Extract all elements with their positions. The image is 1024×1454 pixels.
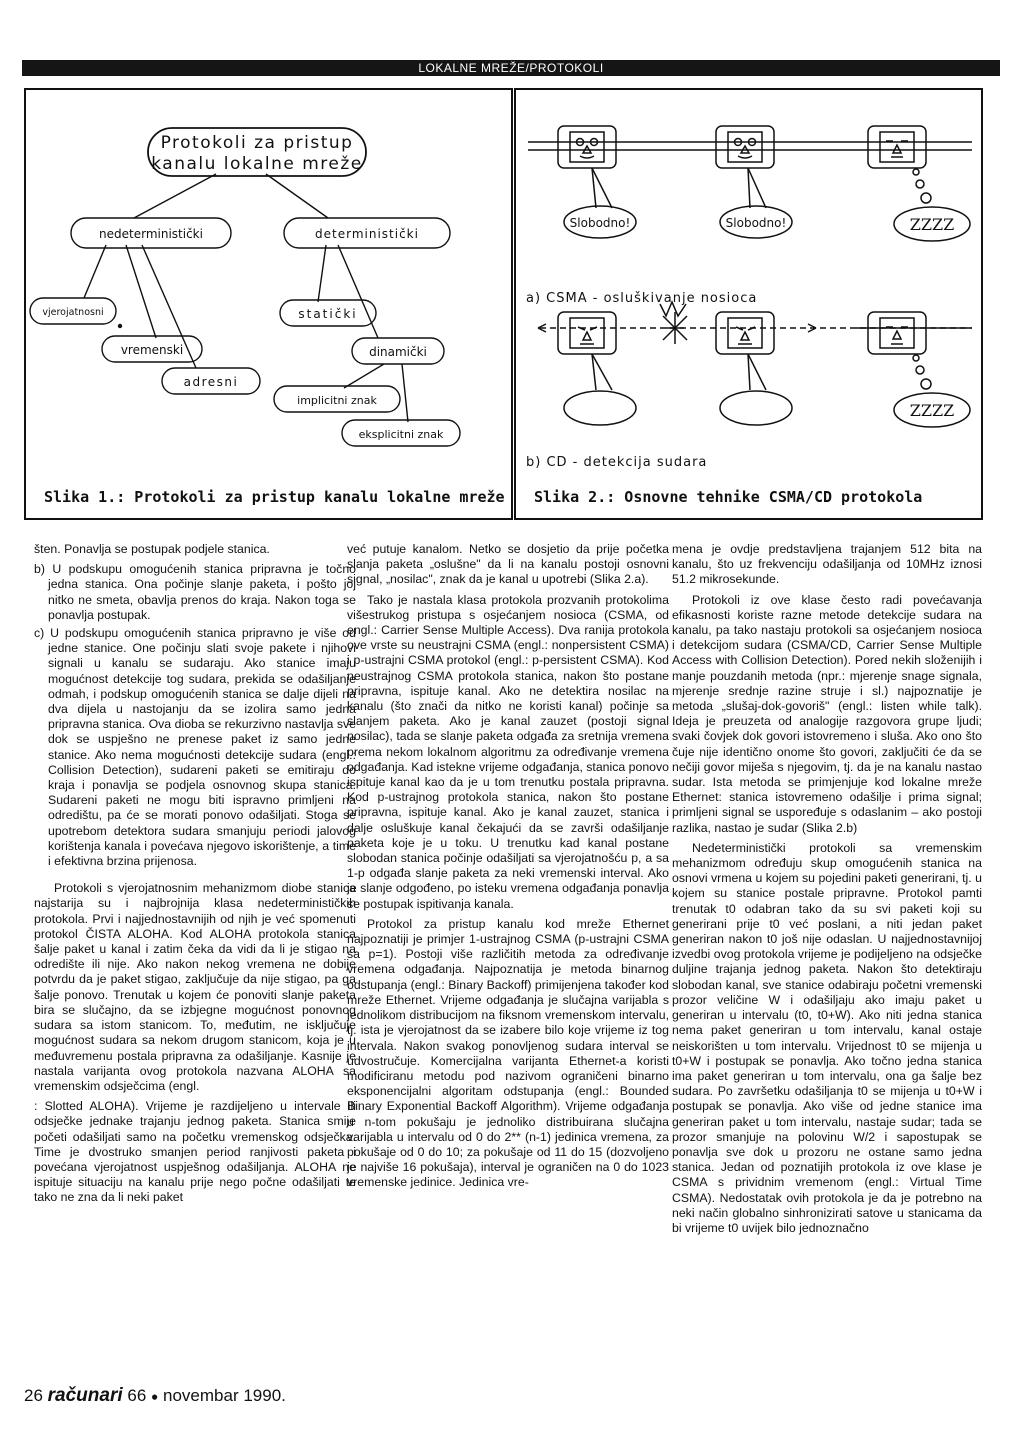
text-column-3	[672, 542, 982, 1241]
page-footer	[24, 1385, 286, 1407]
figure-2-diagram	[516, 90, 981, 518]
paragraph: : Slotted ALOHA). Vrijeme je razdijeljeno u intervale ili odsječke jednake trajanju jednog paketa. Stanica smije početi odašiljati samo na početku vremenskog odsječka. Time je dvostruko smanjen period ranjivosti paketa i povećana vjerojatnost uspješnog odašiljanja. ALOHA ne ispituje situaciju na kanalu prije nego počne odašiljati te tako ne zna da li neki paket	[34, 1099, 356, 1205]
collision-burst	[660, 302, 687, 344]
bubble-free-2-text: Slobodno!	[725, 216, 787, 230]
figure-1-caption: Slika 1.: Protokoli za pristup kanalu lokalne mreže	[44, 488, 505, 506]
text-column-1	[34, 542, 356, 1211]
magazine-logo: računari	[47, 1385, 123, 1406]
figure-1-diagram	[26, 90, 511, 518]
figure-2-csma-cd	[514, 88, 983, 520]
label-static: statički	[298, 307, 358, 321]
edge-dynamic-explicit	[402, 364, 408, 422]
edge-root-nondet	[134, 174, 216, 218]
nose	[893, 145, 901, 153]
thought-dot	[913, 169, 919, 175]
nose	[583, 332, 591, 340]
bubble-tail	[748, 168, 766, 208]
edge-det-dynamic	[338, 245, 378, 338]
root-line-1: Protokoli za pristup	[160, 133, 354, 153]
paragraph: Nedeterministički protokoli sa vremenskim mehanizmom određuju skup omogućenih stanica na osnovi vrmena u kojem su pojedini paketi generirani, tj. u kojem su stanice postale pripravne. Protokol pamti trenutak t0 odabran tako da su svi paketi koji su generirani prije t0 već poslani, a niti jedan paket generiran nakon t0 još nije odaslan. U najjednostavnijoj izvedbi ovog protokola vrijeme je podijeljeno na odsječke duljine trajanja jednog paketa. Nakon što detektiraju slobodan kanal, sve stanice odabiraju početni vremenski prozor veličine W i odašiljaju ako imaju paket u generiran u intervalu (t0, t0+W). Ako niti jedna stanica nema paket generiran u tom intervalu, kanal ostaje neiskorišten u tom intervalu. Vrijednost t0 se mijenja u t0+W i postupak se ponavlja. Ako točno jedna stanica ima paket generiran u tom intervalu, ona ga šalje bez sudara. Po završetku odašiljanja t0 se mijenja u t0+W i postupak se ponavlja. Ako više od jedne stanice ima generiran paket u tom intervalu, nastaje sudar; tada se prozor smanjuje na polovinu W/2 i sapostupak se ponavlja sve dok u prozoru ne ostane samo jedna stanica. Jedan od poznatijih protokola iz ove klase je CSMA s prividnim vremenom (engl.: Virtual Time CSMA). Nedostatak ovih protokola je da je potrebno na neki način globalno sinhronizirati satove u stanicama da bi vrijeme t0 uvijek bilo jednoznačno	[672, 840, 982, 1235]
label-explicit: eksplicitni znak	[358, 428, 444, 441]
dot-mark	[118, 324, 122, 328]
section-title: LOKALNE MREŽE/PROTOKOLI	[418, 61, 604, 75]
bullet-icon: ●	[151, 1389, 159, 1404]
edge-nondet-time	[126, 245, 156, 338]
root-line-2: kanalu lokalne mreže	[151, 154, 363, 174]
label-addr: adresni	[183, 375, 239, 389]
paragraph: mena je ovdje predstavljena trajanjem 512 bita na kanalu, što uz frekvenciju odašiljanja od 10MHz iznosi 51.2 mikrosekunde.	[672, 542, 982, 587]
text-column-2	[347, 542, 669, 1196]
nose	[893, 331, 901, 339]
list-item-c: c) U podskupu omogućenih stanica pripravno je više od jedne stanice. One počinju slati svoje pakete i njihovi signali u kanalu se sudaraju. Ako stanice imaju mogućnost detekcije tog sudara, prekida se odašiljanje odmah, i podskup omogućenih stanica se dalje dijeli na dva dijela u nastojanju da se izolira samo jedna pripravna stanica. Ova dioba se rekurzivno nastavlja sve dok se uspješno ne prenese paket iz samo jedne stanice. Ako nema mogućnosti detekcije sudara (engl.: Collision Detection), sudareni paketi se emitiraju do kraja i ponavlja se podjela osnovnog skupa stanica. Sudareni paketi ne mogu biti ispravno primljeni na odredištu, pa će se morati ponovo odašiljati. Stoga se upotrebom detektora sudara smanjuju periodi jalovog korištenja kanala i povećava njegovo iskorištenje, a time i efektivna brzina prijenosa.	[34, 626, 356, 869]
mouth	[580, 156, 594, 158]
figure-2-caption: Slika 2.: Osnovne tehnike CSMA/CD protokola	[534, 488, 923, 506]
label-prob: vjerojatnosni	[42, 307, 104, 318]
paragraph: već putuje kanalom. Netko se dosjetio da prije početka slanja paketa „oslušne" da li na kanalu postoji osnovni signal, „nosilac", znak da je kanal u upotrebi (Slika 2.a).	[347, 542, 669, 587]
label-a: a) CSMA - osluškivanje nosioca	[526, 291, 758, 306]
label-time: vremenski	[120, 343, 184, 357]
thought-dot	[921, 379, 931, 389]
section-header-bar	[22, 60, 1000, 76]
nose	[741, 332, 749, 340]
bubble-tail	[748, 168, 750, 208]
paragraph: Protokoli s vjerojatnosnim mehanizmom diobe stanica najstarija su i najbrojnija klasa nedeterminističkih protokola. Prvi i najjednostavnijih od njih je već spomenuti protokol ČISTA ALOHA. Kod ALOHA protokola stanica šalje paket u kanal i zatim čeka da vidi da li je stigao na odredište ili nije. Ako nakon nekog vremena ne dobije potvrdu da je paket stigao, zaključuje da nije stigao, pa ga šalje ponovo. Trenutak u kojem će ponoviti slanje paketa bira se slučajno, da se izbjegne mogućnost ponovnog sudara sa istom stanicom. To, međutim, ne isključuje mogućnost sudara sa nekom drugom stanicom, koja je u međuvremenu postala pripravna za odašiljanje. Kasnije je nastala varijanta ovog protokola nazvana ALOHA sa vremenskim odsječcima (engl.	[34, 881, 356, 1093]
figure-1-protocol-tree	[24, 88, 513, 520]
thought-dot	[921, 193, 931, 203]
bubble-tail	[748, 354, 766, 390]
edge-det-static	[318, 245, 326, 302]
paragraph: šten. Ponavlja se postupak podjele stanica.	[34, 542, 270, 556]
bubble-collision-1	[564, 391, 636, 425]
bubble-sleep-2-text: ZZZZ	[909, 401, 955, 420]
paragraph: Protokoli iz ove klase često radi povećavanja efikasnosti koriste razne metode detekcije sudara na kanalu, pa tako nastaju protokoli sa osjećanjem nosioca i detekcijom sudara (CSMA/CD, Carrier Sense Multiple Access with Collision Detection). Pored nekih složenijih i manje pouzdanih metoda (npr.: mjerenje snage signala, mjerenje srednje razine struje i sl.) najpoznatije je metoda „slušaj-dok-govoriš" (engl.: listen while talk). Ideja je preuzeta od analogije razgovora grupe ljudi; svaki čovjek dok govori istovremeno i sluša. Ako ono što čuje nije identično onome što govori, zaključiti će da se nečiji govor miješa s njegovim, tj. da je na kanalu nastao sudar. Ista metoda se primjenjuje kod lokalne mreže Ethernet: stanica istovremeno odašilje i prima signal; primljeni signal se uspoređuje s odaslanim – ako postoji razlika, nastao je sudar (Slika 2.b)	[672, 592, 982, 835]
issue-date: novembar 1990.	[163, 1386, 286, 1405]
paragraph: Tako je nastala klasa protokola prozvanih protokolima višestrukog pristupa s osjećanjem nosioca (CSMA, od engl.: Carrier Sense Multiple Access). Dva ranija protokola ove vrste su neustrajni CSMA (engl.: nonpersistent CSMA) i p-ustrajni CSMA protokol (engl.: p-persistent CSMA). Kod neustrajnog CSMA protokola stanica, nakon što postane pripravna, ispituje kanal. Ako ne detektira nosilac na kanalu (što znači da nitko ne koristi kanal) počinje sa slanjem paketa. Ako je kanal zauzet (postoji signal nosilac), tada se slanje paketa odgađa za sretnija vremena prema nekom lokalnom algoritmu za određivanje vremena odgađanja. Kad istekne vrijeme odgađanja, stanica ponovo ispituje kanal kao da je u tom trenutku postala pripravna. Kod p-ustrajnog protokola stanica, nakon što postane pripravna, ispituje kanal. Ako je kanal zauzet, stanica i dalje osluškuje kanal čekajući da se završi odašiljanje paketa koje je u toku. U trenutku kad kanal postane slobodan stanica počinje odašiljati sa vjerojatnošću p, a sa 1-p odgađa slanje paketa za neki vremenski interval. Ako je slanje odgođeno, po isteku vremena odgađanja ponavlja se postupak ispitivanja kanala.	[347, 592, 669, 911]
bubble-collision-2	[720, 391, 792, 425]
paragraph: Protokol za pristup kanalu kod mreže Ethernet najpoznatiji je primjer 1-ustrajnog CSMA (p-ustrajni CSMA sa p=1). Postoji više različitih metoda za određivanje vremena odgađanja. Najpoznatija je metoda binarnog odstupanja (engl.: Binary Backoff) primijenjena također kod mreže Ethernet. Vrijeme odgađanja je slučajna varijabla s jednolikom distribucijom na fiksnom vremenskom intervalu, tj. ista je vjerojatnost da se izabere bilo koje vrijeme iz tog intervala. Nakon svakog ponovljenog sudara interval se udvostručuje. Komercijalna varijanta Ethernet-a koristi modificiranu metodu pod nazivom ograničeni binarno eksponencijalni algoritam odstupanja (engl.: Bounded Binary Exponential Backoff Algorithm). Vrijeme odgađanja u n-tom pokušaju je jednoliko distribuirana slučajna varijabla u intervalu od 0 do 2** (n-1) jedinica vremena, za pokušaje od 0 do 10; za pokušaje od 11 do 15 (dozvoljeno je najviše 16 pokušaja), interval je ograničen na 0 do 1023 vremenske jedinice. Jedinica vre-	[347, 916, 669, 1190]
thought-dot	[916, 366, 924, 374]
page-number: 26	[24, 1386, 43, 1405]
bubble-tail	[748, 354, 750, 390]
issue-number: 66	[127, 1386, 147, 1405]
edge-nondet-prob	[84, 245, 106, 298]
label-b: b) CD - detekcija sudara	[526, 455, 708, 470]
edge-dynamic-implicit	[344, 364, 384, 388]
edge-root-det	[266, 174, 328, 218]
label-det: deterministički	[315, 227, 419, 241]
mouth	[738, 156, 752, 158]
bubble-sleep-1-text: ZZZZ	[909, 215, 955, 234]
thought-dot	[916, 180, 924, 188]
label-nondet: nedeterministički	[99, 227, 203, 241]
thought-dot	[913, 355, 919, 361]
label-dynamic: dinamički	[369, 345, 427, 359]
label-implicit: implicitni znak	[297, 394, 377, 407]
list-item-b: b) U podskupu omogućenih stanica pripravna je točno jedna stanica. Ona počinje slanje paketa, i pošto joj nitko ne smeta, obavlja prenos do kraja. Nakon toga se ponavlja postupak.	[34, 562, 356, 622]
bubble-free-1-text: Slobodno!	[569, 216, 631, 230]
